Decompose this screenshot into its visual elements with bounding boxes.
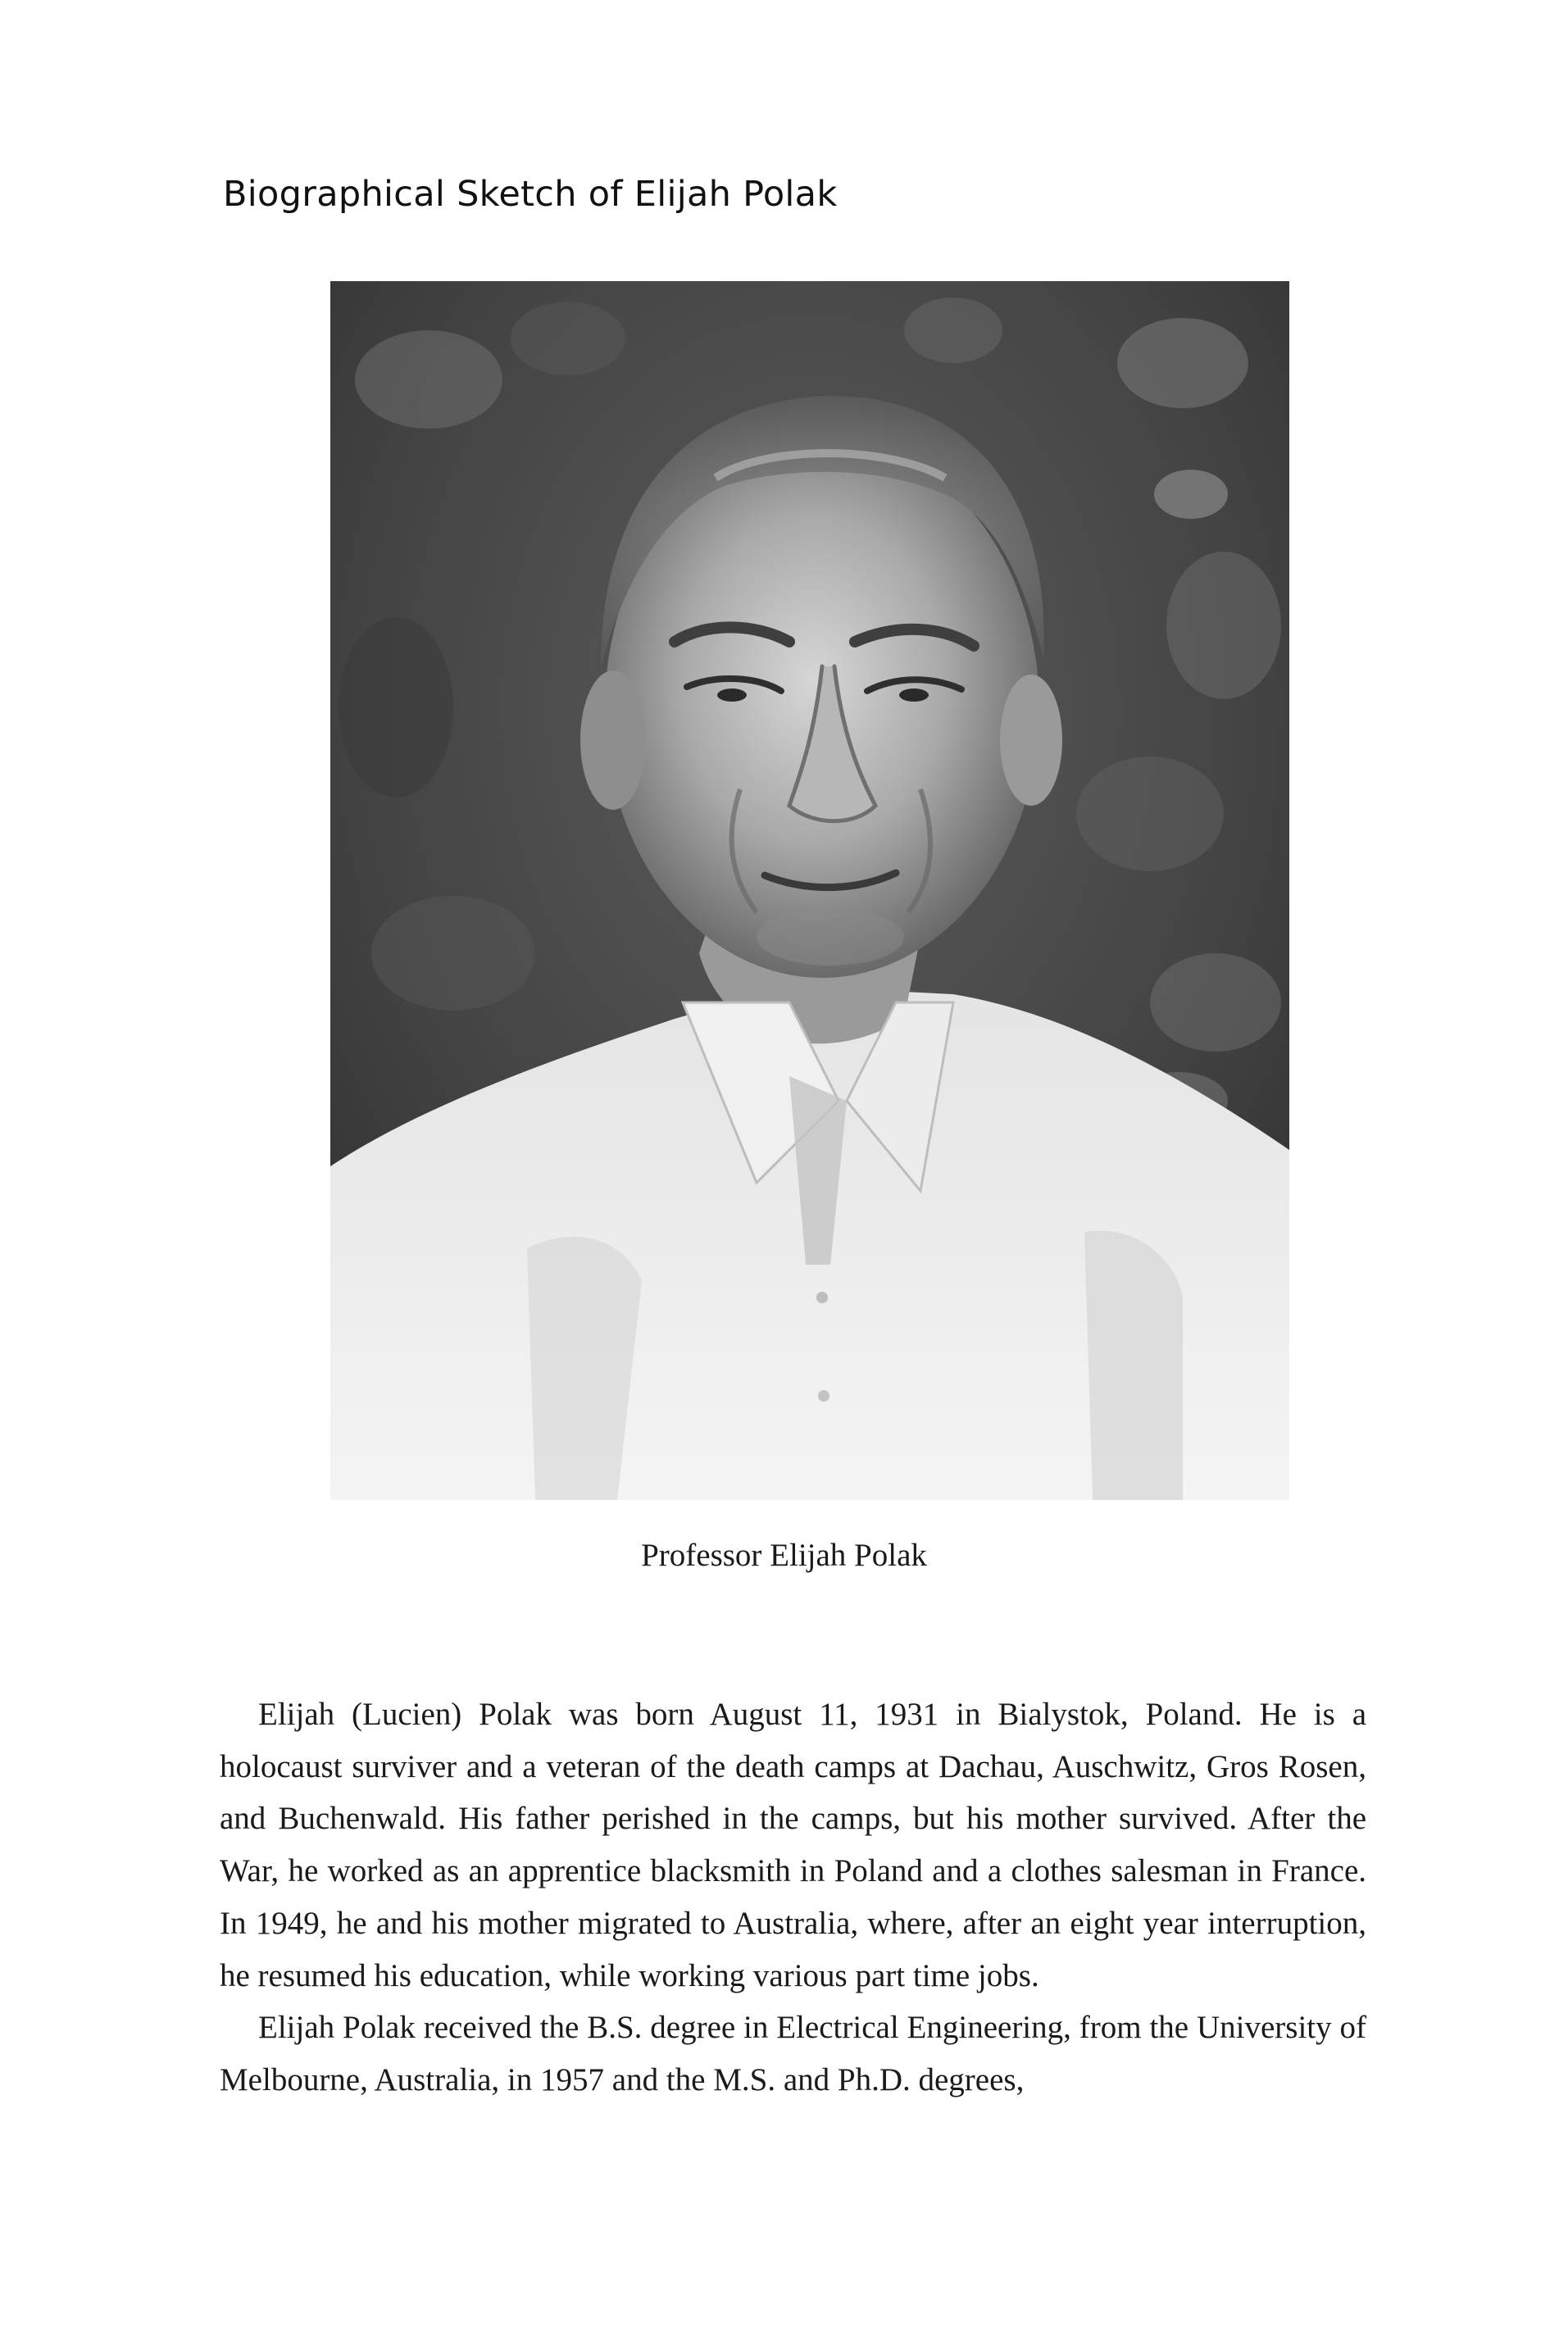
biography-body [220,1688,1366,2106]
page-heading: Biographical Sketch of Elijah Polak [223,174,838,215]
portrait-photo [330,281,1289,1500]
paragraph-1: Elijah (Lucien) Polak was born August 11, 1931 in Bialystok, Poland. He is a holocaust surviver and a veteran of the death camps at Dachau, Auschwitz, Gros Rosen, and Buchenwald. His father perished in the camps, but his mother survived. After the War, he worked as an apprentice blacksmith in Poland and a clothes salesman in France. In 1949, he and his mother migrated to Australia, where, after an eight year interruption, he resumed his education, while working various part time jobs. [220,1697,1366,1993]
portrait-photo-icon [330,281,1289,1500]
photo-caption: Professor Elijah Polak [641,1538,927,1573]
paragraph-2: Elijah Polak received the B.S. degree in Electrical Engineering, from the University of Melbourne, Australia, in 1957 and the M.S. and Ph.D. degrees, [220,2010,1366,2097]
